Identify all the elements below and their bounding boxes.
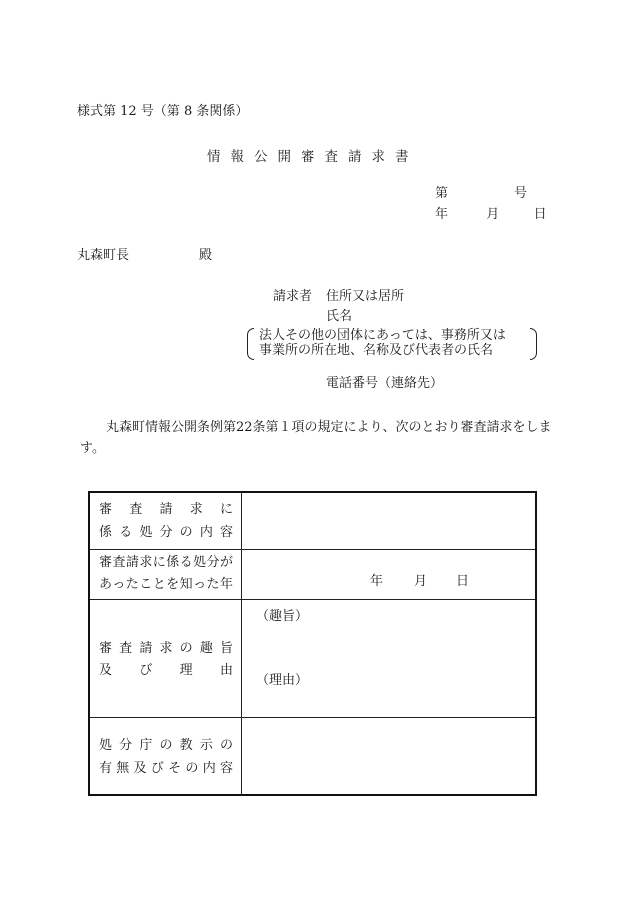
label-line2: 係る処分の内容 (99, 525, 233, 540)
label-cell (90, 600, 242, 718)
label-line1: 審査請求に (99, 502, 233, 517)
phone-label: 電話番号（連絡先） (326, 376, 444, 391)
addressee-honorific: 殿 (199, 248, 213, 263)
reason-label: （理由） (256, 673, 309, 688)
request-table (88, 491, 537, 796)
requester-label: 請求者 (273, 289, 313, 304)
corporate-note-line2: 事業所の所在地、名称及び代表者の氏名 (259, 343, 494, 358)
label-cell (90, 550, 242, 600)
corporate-note-line1: 法人その他の団体にあっては、事務所又は (259, 328, 506, 343)
document-title: 情報公開審査請求書 (207, 149, 419, 165)
known-date-field[interactable] (242, 550, 535, 600)
address-label: 住所又は居所 (326, 289, 405, 304)
purpose-reason-field[interactable] (242, 600, 535, 718)
name-label: 氏名 (326, 309, 353, 324)
date-day: 日 (533, 207, 547, 222)
number-suffix: 号 (514, 186, 528, 201)
label-line1: 処分庁の教示の (99, 738, 233, 753)
label-cell (90, 718, 242, 796)
label-line2: あったことを知った年 (99, 577, 233, 592)
table-row-disposition (90, 493, 535, 549)
left-bracket (247, 328, 254, 360)
date-month: 月 (486, 207, 500, 222)
form-number: 様式第 12 号（第 8 条関係） (77, 104, 249, 119)
date-line (435, 203, 547, 222)
known-date-day: 日 (456, 574, 470, 589)
known-date-year: 年 (370, 574, 384, 589)
table-row-purpose-reason (90, 599, 535, 718)
label-line2: 及び理由 (99, 663, 233, 678)
table-row-known-date (90, 549, 535, 600)
label-line2: 有無及びその内容 (99, 761, 233, 776)
purpose-label: （趣旨） (256, 609, 309, 624)
date-year: 年 (435, 207, 449, 222)
instruction-content-field[interactable] (242, 718, 535, 796)
right-bracket (530, 328, 537, 360)
table-row-instruction (90, 717, 535, 796)
label-line1: 審査請求の趣旨 (99, 641, 233, 656)
label-cell (90, 493, 242, 549)
corporate-note (247, 328, 537, 360)
label-line1: 審査請求に係る処分が (99, 555, 233, 570)
body-text: 丸森町情報公開条例第22条第１項の規定により、次のとおり審査請求をします。 (80, 420, 552, 456)
number-prefix: 第 (435, 186, 449, 201)
addressee-name: 丸森町長 (77, 248, 130, 263)
disposition-content-field[interactable] (242, 493, 535, 549)
known-date-month: 月 (414, 574, 428, 589)
